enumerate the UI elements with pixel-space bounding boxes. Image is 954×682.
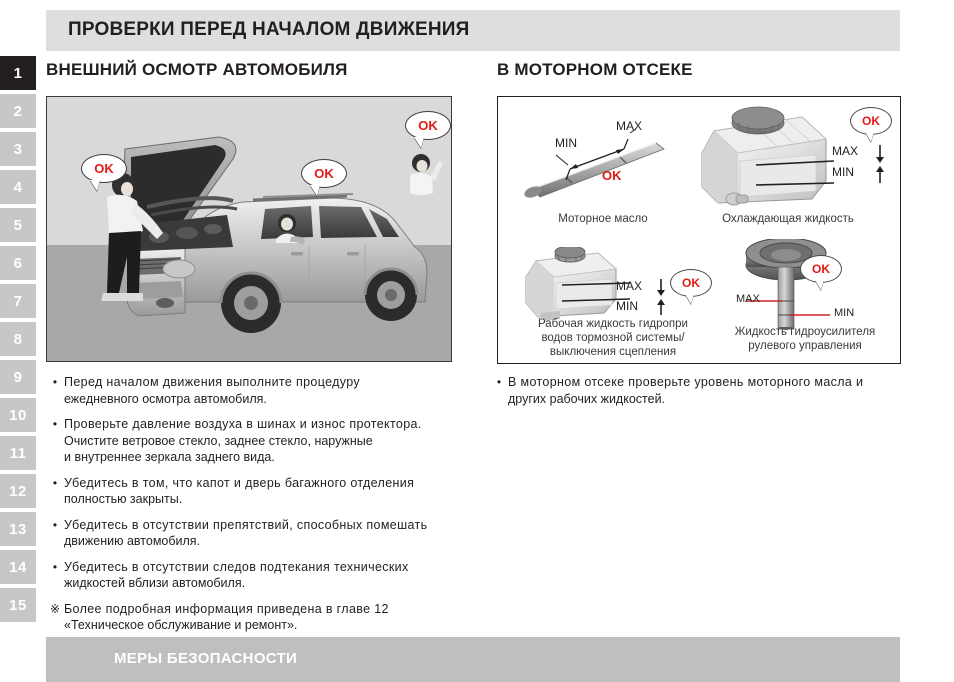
chapter-tab-4[interactable]: 4 [0,170,36,204]
chapter-tab-11[interactable]: 11 [0,436,36,470]
chapter-tab-8[interactable]: 8 [0,322,36,356]
list-item [46,416,458,466]
caption-line: Рабочая жидкость гидропри [538,318,688,330]
bullet-mark: • [52,375,58,389]
list-item [490,374,902,407]
chapter-tab-5[interactable]: 5 [0,208,36,242]
bullet-line: других рабочих жидкостей. [508,391,666,406]
bullet-line: жидкостей вблизи автомобиля. [64,576,246,590]
callout-ok-hood [81,154,127,183]
bullet-text [64,601,458,634]
footer-title: МЕРЫ БЕЗОПАСНОСТИ [114,650,298,667]
callout-ok-rear [405,111,451,140]
brake-fluid-caption [498,317,728,359]
callout-label: OK [94,161,114,176]
chapter-tab-6[interactable]: 6 [0,246,36,280]
page-footer-bar [46,637,900,682]
bullet-mark: • [52,475,58,490]
bullet-mark: • [52,517,58,532]
bullet-mark: • [52,559,58,574]
callout-label: OK [314,166,334,181]
chapter-tab-13[interactable]: 13 [0,512,36,546]
bullet-text [64,374,458,407]
coolant-ok-callout [850,107,892,135]
bullet-line: Убедитесь в отсутствии следов подтекания технических [64,559,409,574]
page-header-bar [46,10,900,51]
chapter-tab-9[interactable]: 9 [0,360,36,394]
exterior-check-list [46,374,458,643]
bullet-mark: • [52,417,58,431]
list-item [46,475,458,508]
chapter-tab-7[interactable]: 7 [0,284,36,318]
callout-label: OK [862,114,880,128]
list-item [46,374,458,407]
bullet-text [64,559,458,592]
power-steering-caption [710,325,900,353]
list-item [46,559,458,592]
bullet-text [64,517,458,550]
caption-line: Охлаждающая жидкость [722,213,854,225]
ps-min-label: MIN [834,307,855,319]
bullet-mark: ※ [49,601,61,616]
oil-ok-label: OK [602,168,622,183]
coolant-reservoir-icon [694,105,834,220]
bullet-line: Убедитесь в отсутствии препятствий, способных помешать [64,517,428,532]
chapter-tab-14[interactable]: 14 [0,550,36,584]
chapter-tab-3[interactable]: 3 [0,132,36,166]
bullet-line: полностью закрыты. [64,492,183,506]
caption-line: выключения сцепления [549,346,677,358]
section-title-engine-bay: В МОТОРНОМ ОТСЕКЕ [497,60,693,79]
bullet-text [508,374,902,407]
callout-label: OK [682,276,700,290]
vehicle-illustration [47,97,451,361]
bullet-line: Убедитесь в том, что капот и дверь багажного отделения [64,475,415,490]
caption-line: Жидкость гидроусилителя [734,326,876,338]
engine-bay-diagram-panel [497,96,901,364]
coolant-min-label: MIN [832,165,854,179]
oil-max-label: MAX [616,119,643,133]
brake-max-label: MAX [616,279,643,293]
list-item [46,517,458,550]
bullet-line: В моторном отсеке проверьте уровень моторного масла и [508,375,864,389]
chapter-tab-2[interactable]: 2 [0,94,36,128]
caption-line: Моторное масло [558,213,648,225]
chapter-tab-rail [0,56,36,626]
brake-min-label: MIN [616,299,638,313]
engine-oil-caption [518,212,688,226]
oil-min-label: MIN [555,136,577,150]
brake-fluid-reservoir-icon [520,247,630,327]
brake-ok-callout [670,269,712,297]
coolant-range-arrows-icon [872,143,894,185]
bullet-line: и внутреннее зеркала заднего вида. [64,450,275,464]
callout-label: OK [812,262,830,276]
chapter-tab-10[interactable]: 10 [0,398,36,432]
bullet-line: ежедневного осмотра автомобиля. [64,391,267,406]
section-title-exterior: ВНЕШНИЙ ОСМОТР АВТОМОБИЛЯ [46,60,348,79]
page-title: ПРОВЕРКИ ПЕРЕД НАЧАЛОМ ДВИЖЕНИЯ [68,19,470,40]
caption-line: водов тормозной системы/ [541,332,685,344]
list-item [46,601,458,634]
callout-ok-driver [301,159,347,188]
bullet-line: Перед началом движения выполните процедуру [64,375,360,389]
bullet-text [64,475,458,508]
bullet-line: движению автомобиля. [64,534,201,548]
bullet-line: «Техническое обслуживание и ремонт». [64,618,298,632]
power-steering-ok-callout [800,255,842,283]
engine-oil-dipstick-icon [516,107,676,217]
bullet-text [64,416,458,466]
bullet-line: Более подробная информация приведена в главе 12 [64,601,389,616]
ps-max-label: MAX [736,293,760,305]
chapter-tab-12[interactable]: 12 [0,474,36,508]
chapter-tab-15[interactable]: 15 [0,588,36,622]
exterior-inspection-photo [46,96,452,362]
bullet-line: Проверьте давление воздуха в шинах и износ протектора. [64,417,422,431]
coolant-max-label: MAX [832,144,859,158]
caption-line: рулевого управления [748,340,862,352]
bullet-mark: • [496,375,502,389]
chapter-tab-1[interactable]: 1 [0,56,36,90]
coolant-caption [688,212,888,226]
callout-label: OK [418,118,438,133]
bullet-line: Очистите ветровое стекло, заднее стекло, наружные [64,433,373,448]
engine-bay-check-list [490,374,902,416]
